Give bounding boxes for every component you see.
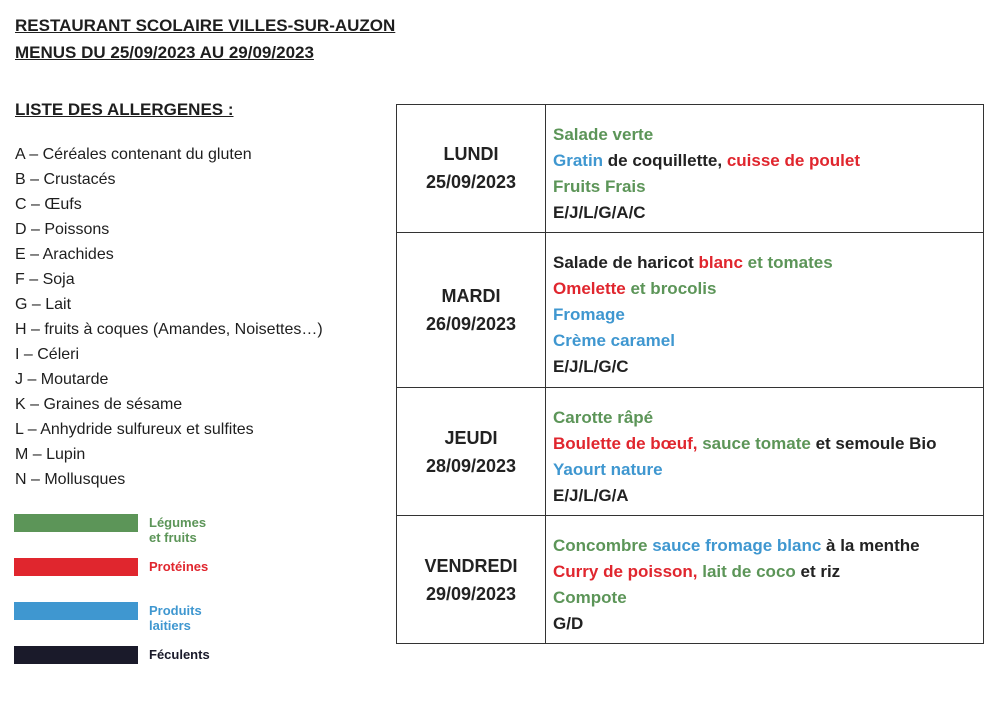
menu-text-segment: et semoule Bio (810, 434, 937, 454)
menu-line (553, 405, 983, 431)
day-date: 26/09/2023 (425, 314, 517, 335)
menu-text-segment: cuisse de poulet (726, 151, 861, 170)
menu-text-segment: E/J/L/G/C (553, 356, 629, 376)
allergen-item: I – Céleri (15, 346, 80, 363)
menu-line (553, 122, 983, 148)
menu-row-lundi (397, 105, 984, 233)
menu-row-mardi (397, 232, 984, 387)
allergen-item: C – Œufs (15, 196, 82, 213)
allergen-item: A – Céréales contenant du gluten (15, 146, 252, 163)
day-cell (397, 516, 546, 644)
menu-row-jeudi (397, 388, 984, 516)
menu-text-segment: Concombre (553, 536, 653, 556)
legend-swatch (14, 602, 138, 620)
day-cell (397, 388, 546, 516)
menu-line (553, 200, 983, 226)
menu-text-segment: Curry de poisson, (553, 562, 698, 582)
dish-cell (546, 516, 984, 644)
allergen-list-title: LISTE DES ALLERGENES : (15, 100, 234, 119)
menu-text-segment: lait de coco (697, 562, 796, 582)
menu-text-segment: G/D (553, 614, 584, 634)
allergen-item: J – Moutarde (15, 371, 109, 388)
menu-row-vendredi (397, 516, 984, 644)
allergen-item: B – Crustacés (15, 171, 116, 188)
menu-text-segment: à la menthe (821, 536, 920, 556)
menu-text-segment: Fromage (553, 304, 625, 324)
allergen-item: D – Poissons (15, 221, 110, 238)
day-date: 28/09/2023 (425, 455, 517, 476)
menu-line (553, 302, 983, 328)
menu-text-segment: blanc (698, 252, 743, 272)
menu-line (553, 328, 983, 354)
legend-label: Produits laitiers (149, 603, 202, 633)
allergen-item: M – Lupin (15, 446, 86, 463)
menu-line (553, 585, 983, 611)
dish-cell (546, 388, 984, 516)
allergen-item: K – Graines de sésame (15, 396, 183, 413)
menu-line (553, 611, 983, 637)
menu-line (553, 250, 983, 276)
menu-text-segment: Crème caramel (553, 330, 675, 350)
menu-line (553, 483, 983, 509)
legend-swatch (14, 558, 138, 576)
day-name: MARDI (441, 286, 501, 307)
menu-text-segment: sauce fromage blanc (652, 536, 822, 556)
menu-text-segment: Fruits Frais (553, 177, 646, 196)
legend-label: Féculents (149, 647, 210, 662)
menu-text-segment: Omelette (553, 278, 626, 298)
menu-text-segment: sauce tomate (697, 434, 811, 454)
menu-line (553, 174, 983, 200)
menu-text-segment: Boulette de bœuf, (553, 434, 698, 454)
legend-label: Légumes et fruits (149, 515, 207, 545)
weekly-menu-table (396, 104, 984, 644)
day-name: LUNDI (443, 144, 499, 165)
allergen-item: E – Arachides (15, 246, 114, 263)
document-header (15, 12, 395, 66)
day-cell (397, 232, 546, 387)
menu-text-segment: Yaourt nature (553, 460, 663, 480)
legend-swatch (14, 514, 138, 532)
menu-text-segment: Compote (553, 588, 627, 608)
menu-line (553, 148, 983, 174)
menu-text-segment: et tomates (742, 252, 833, 272)
menu-text-segment: Salade verte (553, 125, 654, 144)
menu-line (553, 559, 983, 585)
menu-line (553, 533, 983, 559)
day-name: VENDREDI (424, 555, 518, 576)
menu-text-segment: Salade de haricot (553, 252, 699, 272)
menu-line (553, 354, 983, 380)
dish-cell (546, 105, 984, 233)
allergen-item: F – Soja (15, 271, 75, 288)
menu-text-segment: et riz (795, 562, 841, 582)
menu-text-segment: et brocolis (625, 278, 717, 298)
menu-text-segment: Carotte râpé (553, 408, 654, 428)
allergen-item: H – fruits à coques (Amandes, Noisettes…) (15, 321, 323, 338)
menu-text-segment: E/J/L/G/A/C (553, 203, 646, 222)
day-date: 29/09/2023 (425, 583, 517, 604)
legend-swatch (14, 646, 138, 664)
allergen-item: G – Lait (15, 296, 72, 313)
menu-text-segment: de coquillette, (603, 151, 727, 170)
day-date: 25/09/2023 (425, 172, 517, 193)
menu-line (553, 457, 983, 483)
allergen-item: N – Mollusques (15, 471, 126, 488)
menu-text-segment: Gratin (553, 151, 604, 170)
menu-line (553, 276, 983, 302)
day-cell (397, 105, 546, 233)
day-name: JEUDI (444, 427, 498, 448)
dish-cell (546, 232, 984, 387)
restaurant-title: RESTAURANT SCOLAIRE VILLES-SUR-AUZON (15, 16, 396, 35)
menu-text-segment: E/J/L/G/A (553, 486, 629, 506)
allergen-list (15, 142, 323, 492)
menu-date-range: MENUS DU 25/09/2023 AU 29/09/2023 (15, 43, 314, 62)
allergen-item: L – Anhydride sulfureux et sulfites (15, 421, 254, 438)
menu-line (553, 431, 983, 457)
legend-label: Protéines (149, 559, 209, 574)
